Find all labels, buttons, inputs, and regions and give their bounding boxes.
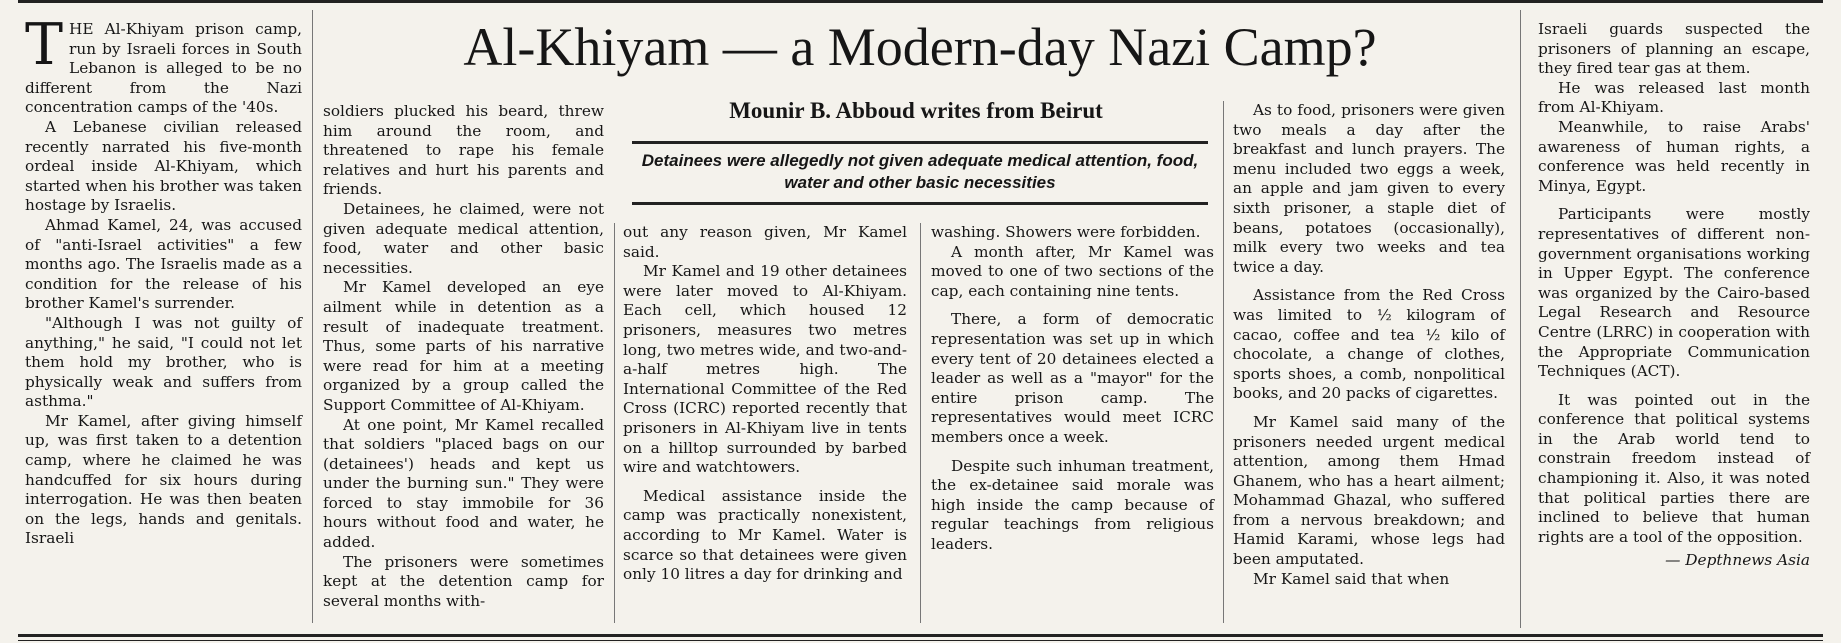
article-paragraph: Despite such inhuman treatment, the ex-detainee said morale was high inside the camp because of regular teachings from religious leaders. [931,456,1214,553]
column-divider [1223,101,1224,623]
article-paragraph: Meanwhile, to raise Arabs' awareness of human rights, a conference was held recently in Minya, Egypt. [1538,117,1810,195]
article-paragraph: Mr Kamel, after giving himself up, was first taken to a detention camp, where he claimed he was handcuffed for six hours during interrogation. He was then beaten on the legs, hands and genitals. Israeli [25,411,302,548]
column-divider [1520,10,1521,628]
drop-cap: T [25,12,64,78]
article-column-3 [623,223,907,585]
source-credit: — Depthnews Asia [1665,551,1810,570]
byline: Mounir B. Abboud writes from Beirut [729,98,1103,123]
article-paragraph: Medical assistance inside the camp was practically nonexistent, according to Mr Kamel. Water is scarce so that detainees were given only 10 litres a day for drinking and [623,486,907,584]
article-paragraph: Mr Kamel and 19 other detainees were later moved to Al-Khiyam. Each cell, which housed 12 prisoners, measures two metres long, two metres wide, and two-and-a-half metres high. The International Committee of the Red Cross (ICRC) reported recently that prisoners in Al-Khiyam live in tents on a hilltop surrounded by barbed wire and watchtowers. [623,262,907,477]
article-column-5 [1233,101,1505,589]
article-paragraph: "Although I was not guilty of anything," he said, "I could not let them hold my brother, who is physically weak and suffers from asthma." [25,313,302,411]
article-paragraph: THE Al-Khiyam prison camp, run by Israeli forces in South Lebanon is alleged to be no different from the Nazi concentration camps of the '40s. [25,12,302,117]
article-paragraph: A Lebanese civilian released recently narrated his five-month ordeal inside Al-Khiyam, which started when his brother was taken hostage by Israelis. [25,117,302,215]
article-paragraph: Assistance from the Red Cross was limited to ½ kilogram of cacao, coffee and tea ½ kilo of chocolate, a change of clothes, sports shoes, a comb, nonpolitical books, and 20 packs of cigarettes. [1233,286,1505,403]
article-paragraph: out any reason given, Mr Kamel said. [623,223,907,261]
article-column-1 [25,12,302,549]
article-paragraph: Ahmad Kamel, 24, was accused of "anti-Israel activities" a few months ago. The Israelis made as a condition for the release of his brother Kamel's surrender. [25,215,302,313]
headline: Al-Khiyam — a Modern-day Nazi Camp? [463,17,1377,77]
article-paragraph: washing. Showers were forbidden. [931,223,1201,241]
article-paragraph: Mr Kamel developed an eye ailment while in detention as a result of inadequate treatment. Thus, some parts of his narrative were read for him at a meeting organized by a group called the Support Committee of Al-Khiyam. [323,278,604,414]
article-paragraph: The prisoners were sometimes kept at the detention camp for several months with- [323,552,604,610]
top-rule [18,0,1823,3]
article-paragraph: Israeli guards suspected the prisoners of planning an escape, they fired tear gas at them. [1538,20,1810,78]
article-paragraph: It was pointed out in the conference that political systems in the Arab world tend to constrain freedom instead of championing it. Also, it was noted that political parties there are inclined to believe that human rights are a tool of the opposition. [1538,390,1810,546]
article-paragraph: Participants were mostly representatives of different non-government organisations working in Upper Egypt. The conference was organized by the Cairo-based Legal Research and Resource Centre (LRRC) in cooperation with the Appropriate Communication Techniques (ACT). [1538,205,1810,381]
article-paragraph: As to food, prisoners were given two meals a day after the breakfast and lunch prayers. The menu included two eggs a week, an apple and jam given to every sixth prisoner, a staple diet of beans, potatoes (occasionally), milk every two weeks and tea twice a day. [1233,101,1505,276]
article-paragraph: soldiers plucked his beard, threw him around the room, and threatened to rape his female relatives and hurt his parents and friends. [323,102,604,199]
article-paragraph: Detainees, he claimed, were not given adequate medical attention, food, water and other basic necessities. [323,199,604,277]
deck: Detainees were allegedly not given adequate medical attention, food, water and other basic necessities [632,141,1208,205]
article-paragraph: A month after, Mr Kamel was moved to one of two sections of the cap, each containing nine tents. [931,242,1214,300]
article-paragraph: He was released last month from Al-Khiyam. [1538,78,1810,117]
article-column-4 [931,223,1214,555]
article-column-6 [1538,20,1810,571]
article-paragraph: Mr Kamel said that when [1253,569,1450,588]
bottom-rule [18,634,1823,637]
article-paragraph: At one point, Mr Kamel recalled that soldiers "placed bags on our (detainees') heads and kept us under the burning sun." They were forced to stay immobile for 36 hours without food and water, he added. [323,415,604,552]
column-divider [614,223,615,623]
column-divider [920,223,921,623]
bottom-rule-thin [18,640,1823,641]
article-paragraph: Mr Kamel said many of the prisoners needed urgent medical attention, among them Hmad Ghanem, who has a heart ailment; Mohammad Ghazal, who suffered from a nervous breakdown; and Hamid Karami, whose legs had been amputated. [1233,412,1505,569]
column-divider [312,10,313,106]
article-column-2 [323,102,604,611]
column-divider [312,101,313,623]
article-paragraph: There, a form of democratic representation was set up in which every tent of 20 detainees elected a leader as well as a "mayor" for the entire prison camp. The representatives would meet ICRC members once a week. [931,310,1214,446]
